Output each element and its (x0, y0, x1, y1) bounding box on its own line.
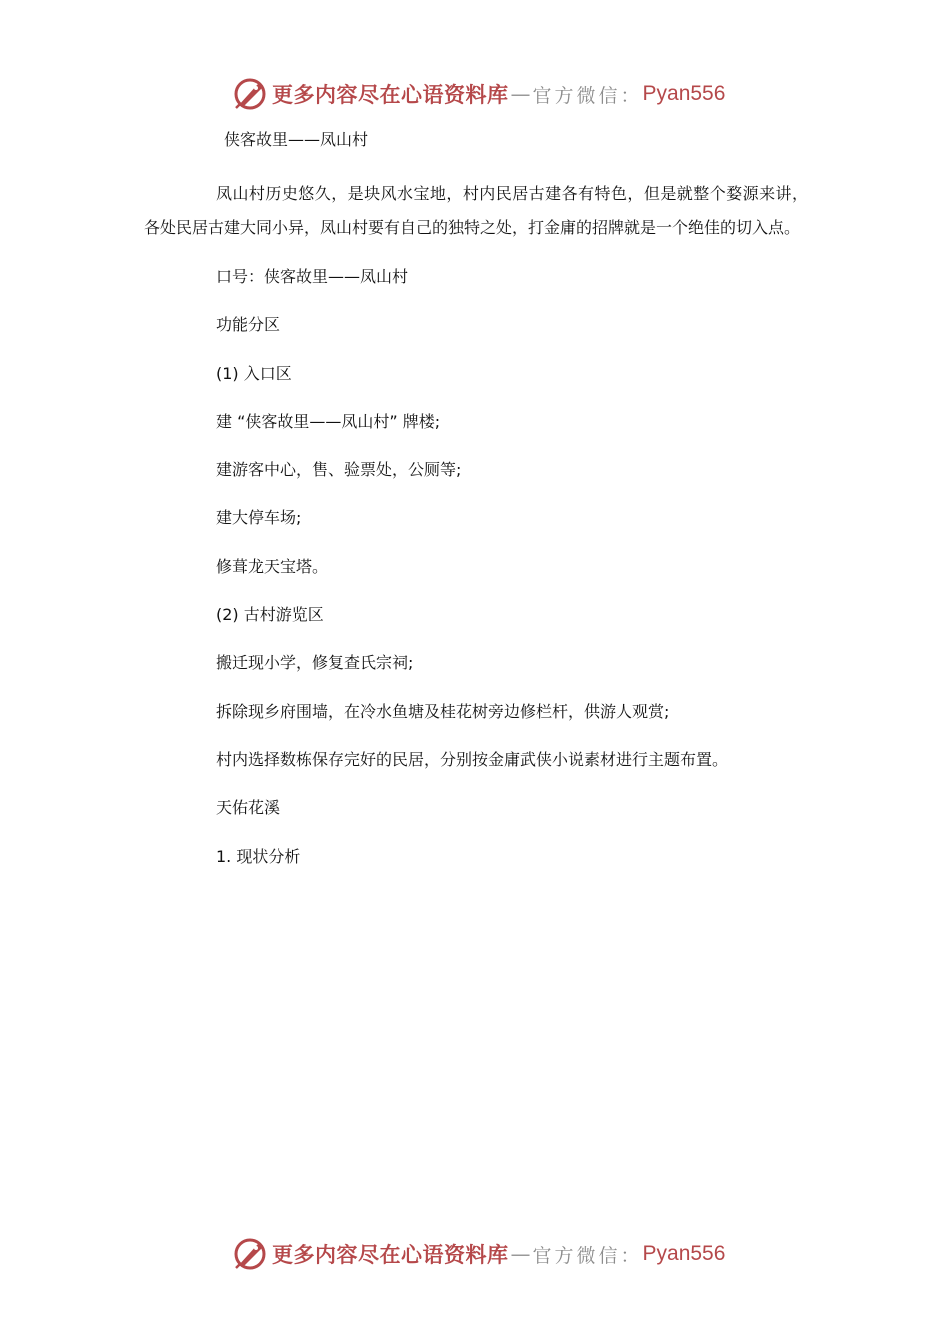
quill-logo-icon (232, 76, 268, 112)
list-item: 修葺龙天宝塔。 (216, 557, 329, 576)
section-heading-analysis: 1. 现状分析 (216, 847, 301, 866)
watermark-main-text: 更多内容尽在心语资料库 (272, 82, 509, 107)
slogan-line: 口号：侠客故里——凤山村 (216, 267, 409, 286)
list-item: 建游客中心，售、验票处，公厕等; (216, 460, 462, 479)
watermark-dash: — (510, 82, 531, 106)
watermark-wechat-id: Pyan556 (642, 82, 726, 105)
quill-logo-icon (232, 1236, 268, 1272)
list-item: 拆除现乡府围墙，在冷水鱼塘及桂花树旁边修栏杆，供游人观赏; (216, 702, 670, 721)
watermark-official-text: 官方微信： (532, 1244, 643, 1267)
section-heading-zones: 功能分区 (216, 315, 281, 334)
watermark-dash: — (510, 1242, 531, 1266)
watermark-main-text: 更多内容尽在心语资料库 (272, 1242, 509, 1267)
list-item: 建大停车场; (216, 508, 302, 527)
header-watermark (232, 74, 725, 114)
section-heading-tianyou: 天佑花溪 (216, 798, 281, 817)
watermark-official-text: 官方微信： (532, 84, 643, 107)
list-item: 村内选择数栋保存完好的民居，分别按金庸武侠小说素材进行主题布置。 (216, 750, 729, 769)
subsection-old-village: (2) 古村游览区 (216, 605, 324, 624)
intro-paragraph: 凤山村历史悠久，是块风水宝地，村内民居古建各有特色，但是就整个婺源来讲， 各处民居古建大同小异，凤山村要有自己的独特之处，打金庸的招牌就是一个绝佳的切入点。 (144, 184, 808, 237)
watermark-wechat-id: Pyan556 (642, 1242, 726, 1265)
footer-watermark (232, 1234, 725, 1274)
document-title: 侠客故里——凤山村 (224, 130, 369, 149)
list-item: 建 “侠客故里——凤山村” 牌楼; (216, 412, 441, 431)
list-item: 搬迁现小学，修复查氏宗祠; (216, 653, 414, 672)
subsection-entrance: (1) 入口区 (216, 364, 292, 383)
